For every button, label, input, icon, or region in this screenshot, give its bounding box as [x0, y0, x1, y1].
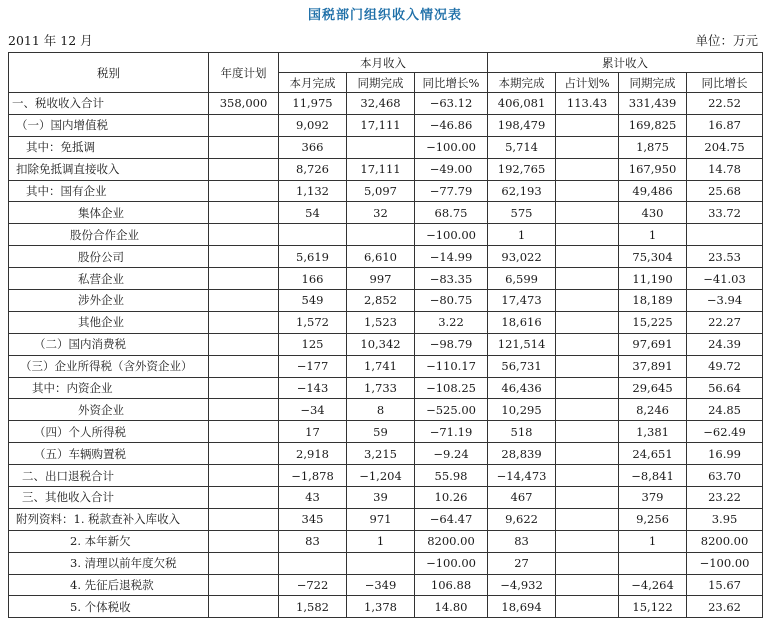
header-monthly-group: 本月收入	[279, 53, 488, 73]
cumulative-pct-cell	[556, 246, 619, 268]
cumulative-yoy-cell: 33.72	[687, 202, 763, 224]
row-label: （一）国内增值税	[9, 114, 209, 136]
cumulative-yoy-cell: 23.53	[687, 246, 763, 268]
cumulative-prev-cell	[619, 552, 687, 574]
monthly-done-cell: 5,619	[279, 246, 347, 268]
cumulative-done-cell: 9,622	[488, 508, 556, 530]
plan-cell	[209, 421, 279, 443]
cumulative-pct-cell	[556, 421, 619, 443]
monthly-prev-cell: 59	[347, 421, 415, 443]
row-label: 股份合作企业	[9, 224, 209, 246]
cumulative-done-cell: 18,694	[488, 596, 556, 618]
table-body	[9, 93, 763, 618]
monthly-yoy-cell: −80.75	[415, 290, 488, 312]
plan-cell	[209, 596, 279, 618]
cumulative-prev-cell: 75,304	[619, 246, 687, 268]
cumulative-yoy-cell: 204.75	[687, 136, 763, 158]
plan-cell	[209, 202, 279, 224]
cumulative-yoy-cell: 23.22	[687, 487, 763, 509]
monthly-prev-cell: 1,733	[347, 377, 415, 399]
plan-cell	[209, 574, 279, 596]
cumulative-pct-cell	[556, 268, 619, 290]
cumulative-pct-cell	[556, 508, 619, 530]
cumulative-yoy-cell: 16.87	[687, 114, 763, 136]
table-row	[9, 136, 763, 158]
cumulative-pct-cell	[556, 596, 619, 618]
monthly-done-cell: 2,918	[279, 443, 347, 465]
row-label: 扣除免抵调直接收入	[9, 158, 209, 180]
monthly-yoy-cell: −100.00	[415, 224, 488, 246]
monthly-yoy-cell: 68.75	[415, 202, 488, 224]
cumulative-done-cell: 1	[488, 224, 556, 246]
monthly-done-cell: −1,878	[279, 465, 347, 487]
monthly-done-cell: 17	[279, 421, 347, 443]
row-label: 股份公司	[9, 246, 209, 268]
table-row	[9, 333, 763, 355]
monthly-done-cell: 9,092	[279, 114, 347, 136]
cumulative-pct-cell	[556, 355, 619, 377]
cumulative-yoy-cell: 23.62	[687, 596, 763, 618]
unit-label: 单位：万元	[695, 33, 758, 48]
cumulative-prev-cell: 8,246	[619, 399, 687, 421]
cumulative-yoy-cell: 56.64	[687, 377, 763, 399]
monthly-prev-cell: 8	[347, 399, 415, 421]
row-label: 4. 先征后退税款	[9, 574, 209, 596]
cumulative-done-cell: −14,473	[488, 465, 556, 487]
cumulative-pct-cell	[556, 399, 619, 421]
monthly-done-cell: 549	[279, 290, 347, 312]
cumulative-prev-cell: 430	[619, 202, 687, 224]
cumulative-pct-cell	[556, 552, 619, 574]
cumulative-prev-cell: 97,691	[619, 333, 687, 355]
table-row	[9, 224, 763, 246]
cumulative-yoy-cell: 49.72	[687, 355, 763, 377]
table-row	[9, 114, 763, 136]
row-label: 集体企业	[9, 202, 209, 224]
monthly-prev-cell	[347, 552, 415, 574]
plan-cell: 358,000	[209, 93, 279, 115]
cumulative-prev-cell: −4,264	[619, 574, 687, 596]
cumulative-prev-cell: 331,439	[619, 93, 687, 115]
monthly-prev-cell: −1,204	[347, 465, 415, 487]
plan-cell	[209, 487, 279, 509]
cumulative-pct-cell	[556, 443, 619, 465]
cumulative-pct-cell	[556, 158, 619, 180]
header-cumulative-done: 本期完成	[488, 73, 556, 93]
monthly-yoy-cell: −108.25	[415, 377, 488, 399]
cumulative-done-cell: 467	[488, 487, 556, 509]
monthly-yoy-cell: −110.17	[415, 355, 488, 377]
cumulative-prev-cell: 11,190	[619, 268, 687, 290]
monthly-prev-cell: 5,097	[347, 180, 415, 202]
cumulative-done-cell: 83	[488, 530, 556, 552]
monthly-done-cell: −34	[279, 399, 347, 421]
cumulative-pct-cell	[556, 574, 619, 596]
monthly-prev-cell: 971	[347, 508, 415, 530]
plan-cell	[209, 180, 279, 202]
cumulative-yoy-cell: −3.94	[687, 290, 763, 312]
cumulative-yoy-cell: 25.68	[687, 180, 763, 202]
monthly-yoy-cell: −63.12	[415, 93, 488, 115]
table-row	[9, 443, 763, 465]
cumulative-done-cell: 18,616	[488, 311, 556, 333]
monthly-yoy-cell: −49.00	[415, 158, 488, 180]
plan-cell	[209, 465, 279, 487]
cumulative-yoy-cell: 3.95	[687, 508, 763, 530]
cumulative-yoy-cell: −41.03	[687, 268, 763, 290]
cumulative-prev-cell: 1,381	[619, 421, 687, 443]
table-row	[9, 290, 763, 312]
row-label: 2. 本年新欠	[9, 530, 209, 552]
monthly-prev-cell: 32,468	[347, 93, 415, 115]
header-plan: 年度计划	[209, 53, 279, 93]
plan-cell	[209, 377, 279, 399]
monthly-prev-cell: 3,215	[347, 443, 415, 465]
cumulative-prev-cell: 1	[619, 224, 687, 246]
table-row	[9, 508, 763, 530]
table-row	[9, 268, 763, 290]
cumulative-done-cell: 28,839	[488, 443, 556, 465]
monthly-done-cell	[279, 224, 347, 246]
row-label: 5. 个体税收	[9, 596, 209, 618]
table-row	[9, 377, 763, 399]
cumulative-prev-cell: 18,189	[619, 290, 687, 312]
cumulative-prev-cell: 37,891	[619, 355, 687, 377]
cumulative-prev-cell: 24,651	[619, 443, 687, 465]
cumulative-done-cell: 6,599	[488, 268, 556, 290]
monthly-prev-cell: 1,741	[347, 355, 415, 377]
cumulative-yoy-cell: 22.27	[687, 311, 763, 333]
monthly-done-cell: 11,975	[279, 93, 347, 115]
plan-cell	[209, 443, 279, 465]
monthly-yoy-cell: −100.00	[415, 136, 488, 158]
monthly-yoy-cell: −77.79	[415, 180, 488, 202]
cumulative-yoy-cell: −100.00	[687, 552, 763, 574]
row-label: 其中：内资企业	[9, 377, 209, 399]
table-row	[9, 311, 763, 333]
monthly-prev-cell: −349	[347, 574, 415, 596]
cumulative-yoy-cell: 24.85	[687, 399, 763, 421]
table-row	[9, 530, 763, 552]
cumulative-pct-cell	[556, 180, 619, 202]
table-row	[9, 246, 763, 268]
table-row	[9, 158, 763, 180]
monthly-done-cell: 83	[279, 530, 347, 552]
plan-cell	[209, 311, 279, 333]
monthly-prev-cell: 17,111	[347, 114, 415, 136]
cumulative-pct-cell	[556, 114, 619, 136]
cumulative-pct-cell	[556, 224, 619, 246]
row-label: （二）国内消费税	[9, 333, 209, 355]
cumulative-prev-cell: 29,645	[619, 377, 687, 399]
cumulative-yoy-cell: 22.52	[687, 93, 763, 115]
cumulative-yoy-cell: −62.49	[687, 421, 763, 443]
monthly-yoy-cell: 10.26	[415, 487, 488, 509]
cumulative-yoy-cell	[687, 224, 763, 246]
plan-cell	[209, 158, 279, 180]
cumulative-done-cell: 93,022	[488, 246, 556, 268]
monthly-done-cell: −722	[279, 574, 347, 596]
cumulative-pct-cell	[556, 136, 619, 158]
plan-cell	[209, 114, 279, 136]
monthly-yoy-cell: −14.99	[415, 246, 488, 268]
header-monthly-prev: 同期完成	[347, 73, 415, 93]
plan-cell	[209, 399, 279, 421]
table-row	[9, 421, 763, 443]
cumulative-done-cell: 27	[488, 552, 556, 574]
monthly-done-cell: −143	[279, 377, 347, 399]
monthly-prev-cell: 1,378	[347, 596, 415, 618]
monthly-yoy-cell: −64.47	[415, 508, 488, 530]
cumulative-yoy-cell: 14.78	[687, 158, 763, 180]
table-row	[9, 552, 763, 574]
monthly-yoy-cell: −98.79	[415, 333, 488, 355]
monthly-prev-cell: 32	[347, 202, 415, 224]
monthly-yoy-cell: 106.88	[415, 574, 488, 596]
table-title: 国税部门组织收入情况表	[307, 8, 462, 23]
table-row	[9, 93, 763, 115]
revenue-table	[8, 52, 763, 618]
monthly-prev-cell: 1	[347, 530, 415, 552]
row-label: 其他企业	[9, 311, 209, 333]
table-row	[9, 465, 763, 487]
cumulative-prev-cell: 15,225	[619, 311, 687, 333]
table-row	[9, 180, 763, 202]
header-monthly-done: 本月完成	[279, 73, 347, 93]
monthly-done-cell: 8,726	[279, 158, 347, 180]
cumulative-pct-cell	[556, 465, 619, 487]
row-label: （三）企业所得税（含外资企业）	[9, 355, 209, 377]
table-row	[9, 574, 763, 596]
cumulative-prev-cell: 1,875	[619, 136, 687, 158]
cumulative-done-cell: 406,081	[488, 93, 556, 115]
header-cumulative-prev: 同期完成	[619, 73, 687, 93]
cumulative-pct-cell	[556, 202, 619, 224]
monthly-done-cell: 125	[279, 333, 347, 355]
plan-cell	[209, 246, 279, 268]
cumulative-yoy-cell: 8200.00	[687, 530, 763, 552]
header-cumulative-pct: 占计划%	[556, 73, 619, 93]
row-label: 涉外企业	[9, 290, 209, 312]
cumulative-done-cell: 62,193	[488, 180, 556, 202]
plan-cell	[209, 268, 279, 290]
header-cumulative-yoy: 同比增长	[687, 73, 763, 93]
cumulative-done-cell: 192,765	[488, 158, 556, 180]
cumulative-prev-cell: 169,825	[619, 114, 687, 136]
cumulative-prev-cell: 49,486	[619, 180, 687, 202]
monthly-yoy-cell: −46.86	[415, 114, 488, 136]
cumulative-done-cell: −4,932	[488, 574, 556, 596]
row-label: 附列资料：1. 税款查补入库收入	[9, 508, 209, 530]
cumulative-done-cell: 56,731	[488, 355, 556, 377]
cumulative-pct-cell	[556, 487, 619, 509]
monthly-prev-cell	[347, 136, 415, 158]
monthly-done-cell: 345	[279, 508, 347, 530]
row-label: 其中：免抵调	[9, 136, 209, 158]
row-label: 二、出口退税合计	[9, 465, 209, 487]
cumulative-pct-cell	[556, 530, 619, 552]
cumulative-pct-cell: 113.43	[556, 93, 619, 115]
monthly-prev-cell	[347, 224, 415, 246]
cumulative-prev-cell: 1	[619, 530, 687, 552]
monthly-done-cell: 166	[279, 268, 347, 290]
monthly-yoy-cell: 3.22	[415, 311, 488, 333]
row-label: 外资企业	[9, 399, 209, 421]
monthly-prev-cell: 10,342	[347, 333, 415, 355]
row-label: 一、税收收入合计	[9, 93, 209, 115]
cumulative-done-cell: 46,436	[488, 377, 556, 399]
header-category: 税别	[9, 53, 209, 93]
cumulative-prev-cell: −8,841	[619, 465, 687, 487]
plan-cell	[209, 552, 279, 574]
cumulative-done-cell: 17,473	[488, 290, 556, 312]
report-date: 2011 年 12 月	[8, 33, 93, 48]
cumulative-prev-cell: 15,122	[619, 596, 687, 618]
cumulative-pct-cell	[556, 377, 619, 399]
header-monthly-yoy: 同比增长%	[415, 73, 488, 93]
plan-cell	[209, 355, 279, 377]
plan-cell	[209, 508, 279, 530]
cumulative-done-cell: 198,479	[488, 114, 556, 136]
monthly-prev-cell: 17,111	[347, 158, 415, 180]
table-row	[9, 487, 763, 509]
cumulative-done-cell: 575	[488, 202, 556, 224]
monthly-prev-cell: 2,852	[347, 290, 415, 312]
monthly-prev-cell: 1,523	[347, 311, 415, 333]
monthly-done-cell: 1,572	[279, 311, 347, 333]
monthly-prev-cell: 6,610	[347, 246, 415, 268]
cumulative-yoy-cell: 63.70	[687, 465, 763, 487]
monthly-done-cell: −177	[279, 355, 347, 377]
table-row	[9, 596, 763, 618]
cumulative-yoy-cell: 15.67	[687, 574, 763, 596]
cumulative-pct-cell	[556, 333, 619, 355]
monthly-yoy-cell: 55.98	[415, 465, 488, 487]
monthly-yoy-cell: 14.80	[415, 596, 488, 618]
row-label: （五）车辆购置税	[9, 443, 209, 465]
plan-cell	[209, 530, 279, 552]
monthly-prev-cell: 39	[347, 487, 415, 509]
cumulative-pct-cell	[556, 311, 619, 333]
monthly-yoy-cell: −71.19	[415, 421, 488, 443]
row-label: 三、其他收入合计	[9, 487, 209, 509]
monthly-done-cell: 366	[279, 136, 347, 158]
table-row	[9, 202, 763, 224]
cumulative-prev-cell: 9,256	[619, 508, 687, 530]
plan-cell	[209, 333, 279, 355]
table-row	[9, 399, 763, 421]
monthly-done-cell: 1,582	[279, 596, 347, 618]
plan-cell	[209, 136, 279, 158]
plan-cell	[209, 290, 279, 312]
cumulative-prev-cell: 379	[619, 487, 687, 509]
monthly-done-cell: 1,132	[279, 180, 347, 202]
header-cumulative-group: 累计收入	[488, 53, 763, 73]
cumulative-done-cell: 121,514	[488, 333, 556, 355]
cumulative-pct-cell	[556, 290, 619, 312]
monthly-yoy-cell: −9.24	[415, 443, 488, 465]
monthly-done-cell	[279, 552, 347, 574]
table-row	[9, 355, 763, 377]
row-label: （四）个人所得税	[9, 421, 209, 443]
monthly-done-cell: 43	[279, 487, 347, 509]
cumulative-done-cell: 10,295	[488, 399, 556, 421]
cumulative-prev-cell: 167,950	[619, 158, 687, 180]
cumulative-yoy-cell: 16.99	[687, 443, 763, 465]
row-label: 私营企业	[9, 268, 209, 290]
cumulative-done-cell: 5,714	[488, 136, 556, 158]
cumulative-done-cell: 518	[488, 421, 556, 443]
monthly-prev-cell: 997	[347, 268, 415, 290]
monthly-yoy-cell: −100.00	[415, 552, 488, 574]
plan-cell	[209, 224, 279, 246]
row-label: 其中：国有企业	[9, 180, 209, 202]
monthly-yoy-cell: 8200.00	[415, 530, 488, 552]
monthly-yoy-cell: −525.00	[415, 399, 488, 421]
cumulative-yoy-cell: 24.39	[687, 333, 763, 355]
row-label: 3. 清理以前年度欠税	[9, 552, 209, 574]
monthly-done-cell: 54	[279, 202, 347, 224]
monthly-yoy-cell: −83.35	[415, 268, 488, 290]
